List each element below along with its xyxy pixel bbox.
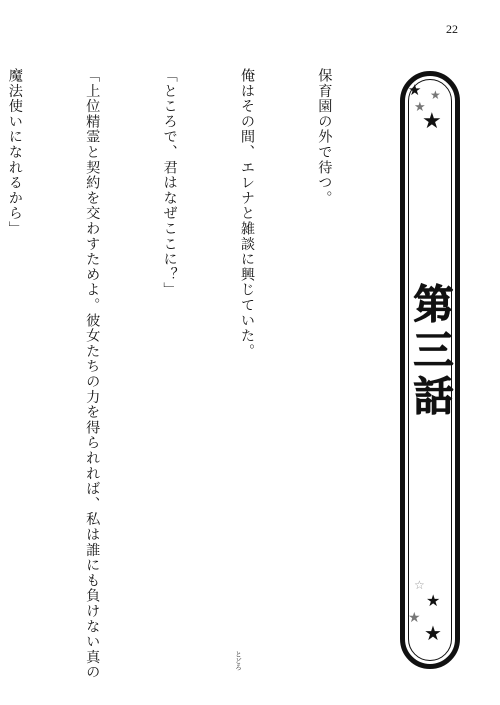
ruby-reading: とどろ	[234, 651, 242, 671]
star-icon: ★	[426, 591, 441, 610]
text-line: 魔法使いになれるから」	[6, 68, 23, 237]
star-icon: ★	[414, 100, 426, 115]
star-icon: ★	[408, 610, 421, 626]
page-number: 22	[446, 22, 458, 36]
text-line: 保育園の外で待つ。	[316, 68, 333, 206]
chapter-banner	[400, 71, 460, 669]
star-icon: ★	[424, 621, 442, 645]
text-line: 「上位精霊と契約を交わすためよ。彼女たちの力を得られれば、私は誰にも負けない真の	[84, 68, 101, 680]
star-icon: ★	[430, 88, 441, 102]
chapter-title: 第三話	[407, 283, 453, 421]
text-line: 「ところで、君はなぜここに？」	[161, 68, 178, 298]
star-icon: ★	[408, 81, 422, 99]
body-text	[6, 68, 388, 680]
text-line: 俺はその間、エレナと雑談に興じていた。	[239, 68, 256, 359]
star-icon: ☆	[414, 578, 425, 592]
star-icon: ★	[422, 109, 442, 134]
